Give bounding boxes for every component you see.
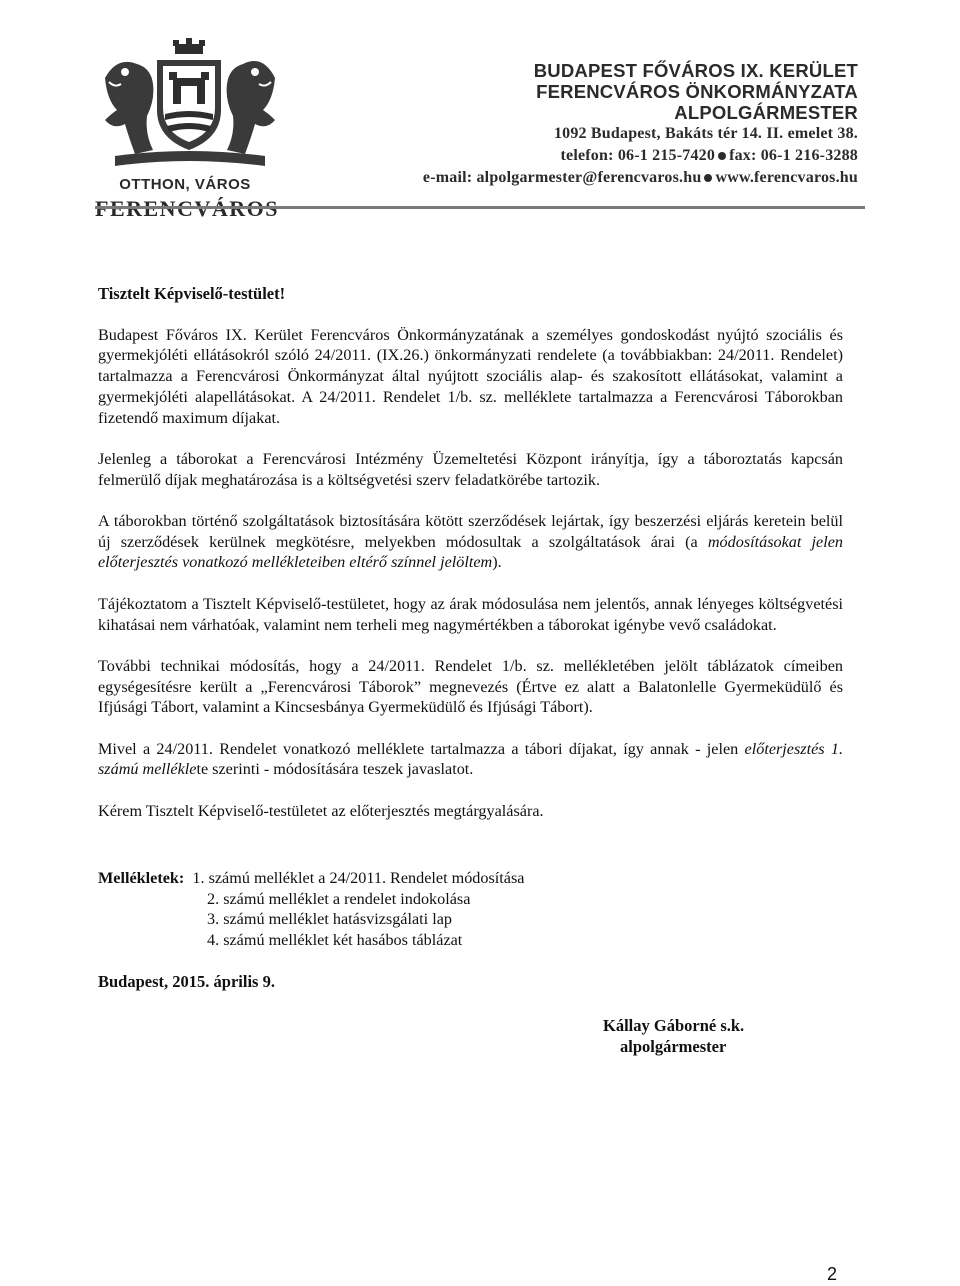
- salutation: Tisztelt Képviselő-testület!: [98, 284, 286, 303]
- letterhead-line1: BUDAPEST FŐVÁROS IX. KERÜLET: [533, 60, 858, 81]
- logo: [95, 38, 285, 213]
- letterhead-online: [423, 167, 858, 189]
- paragraph-6-end: te szerinti - módosítására teszek javaslatot.: [196, 760, 474, 779]
- paragraph-4: Tájékoztatom a Tisztelt Képviselő-testületet, hogy az árak módosulása nem jelentős, annak lényeges költségvetési kihatásai nem várhatóak, valamint nem terheli meg nagymértékben a táborokat igénybe vevő családokat.: [98, 594, 843, 634]
- paragraph-2: Jelenleg a táborokat a Ferencvárosi Intézmény Üzemeltetési Központ irányítja, így a táboroztatás kapcsán felmerülő díjak meghatározása is a költségvetési szerv feladatkörébe tartozik.: [98, 449, 843, 489]
- letter-body: [98, 284, 843, 821]
- letterhead-phone: telefon: 06-1 215-7420: [560, 147, 716, 164]
- annex-item: 3. számú melléklet hatásvizsgálati lap: [207, 910, 452, 929]
- paragraph-6: [98, 739, 843, 780]
- letterhead-line3: ALPOLGÁRMESTER: [674, 102, 858, 123]
- paragraph-3: [98, 511, 843, 573]
- paragraph-3-text: A táborokban történő szolgáltatások biztosítására kötött szerződések lejártak, így beszerzési eljárás keretein belül új szerződések kerülnek megkötésre, melyekben módosultak a szolgáltatások árai (a: [98, 512, 843, 551]
- paragraph-5: További technikai módosítás, hogy a 24/2011. Rendelet 1/b. sz. mellékletében jelölt táblázatok címeiben egységesítésre került a „Ferencvárosi Táborok” megnevezés (Értve ez alatt a Balatonlelle Gyermeküdülő és Ifjúsági Tábort, valamint a Kincsesbánya Gyermeküdülő és Ifjúsági Tábort).: [98, 656, 843, 717]
- header-divider: [95, 206, 865, 209]
- paragraph-3-italic: módosításokat jelen előterjesztés vonatkozó mellékleteiben eltérő színnel jelöltem: [98, 532, 843, 572]
- annex-item: 1. számú melléklet a 24/2011. Rendelet módosítása: [192, 869, 525, 887]
- page-number: 2: [827, 1264, 838, 1284]
- bullet-dot-icon: [718, 152, 726, 160]
- annex-item: 2. számú melléklet a rendelet indokolása: [207, 889, 471, 908]
- annex-row-1: [98, 868, 524, 889]
- letterhead-line2: FERENCVÁROS ÖNKORMÁNYZATA: [536, 81, 858, 102]
- paragraph-6-text: Mivel a 24/2011. Rendelet vonatkozó melléklete tartalmazza a tábori díjakat, így annak - jelen: [98, 739, 745, 758]
- letterhead-fax: fax: 06-1 216-3288: [729, 147, 858, 164]
- letterhead-email[interactable]: e-mail: alpolgarmester@ferencvaros.hu: [422, 169, 702, 186]
- paragraph-3-end: ).: [492, 553, 502, 572]
- signatory-title: alpolgármester: [620, 1037, 727, 1056]
- signature-block: [603, 1015, 744, 1057]
- annex-row-4: [98, 930, 524, 951]
- letterhead-contact: [423, 145, 858, 167]
- bullet-dot-icon: [704, 174, 712, 182]
- annex-row-3: [98, 909, 524, 930]
- paragraph-1: Budapest Főváros IX. Kerület Ferencváros Önkormányzatának a személyes gondoskodást nyújtó szociális és gyermekjóléti ellátásokról szóló 24/2011. (IX.26.) önkormányzati rendelete (a továbbiakban: 24/2011. Rendelet) tartalmazza a Ferencvárosi Önkormányzat által nyújtott szociális alap- és szakosított ellátásokat, valamint a gyermekjóléti alapellátásokat. A 24/2011. Rendelet 1/b. sz. melléklete tartalmazza a Ferencvárosi Táborokban fizetendő maximum díjakat.: [98, 325, 843, 427]
- paragraph-7: Kérem Tisztelt Képviselő-testületet az előterjesztés megtárgyalására.: [98, 801, 544, 820]
- annex-label: Mellékletek:: [98, 869, 185, 887]
- annex-item: 4. számú melléklet két hasábos táblázat: [207, 931, 463, 950]
- signatory-name: Kállay Gáborné s.k.: [603, 1016, 745, 1035]
- logo-motto: OTTHON, VÁROS: [119, 176, 251, 193]
- letterhead-address: 1092 Budapest, Bakáts tér 14. II. emelet 38.: [553, 125, 858, 142]
- annex-list: [98, 868, 524, 951]
- letterhead: [423, 60, 858, 189]
- document-date: Budapest, 2015. április 9.: [98, 972, 275, 991]
- annex-row-2: [98, 889, 524, 910]
- coat-of-arms-icon: [95, 38, 285, 178]
- logo-name: [95, 196, 271, 222]
- paragraph-6-italic: előterjesztés 1. számú mellékle: [98, 739, 843, 779]
- letterhead-web[interactable]: www.ferencvaros.hu: [715, 169, 858, 186]
